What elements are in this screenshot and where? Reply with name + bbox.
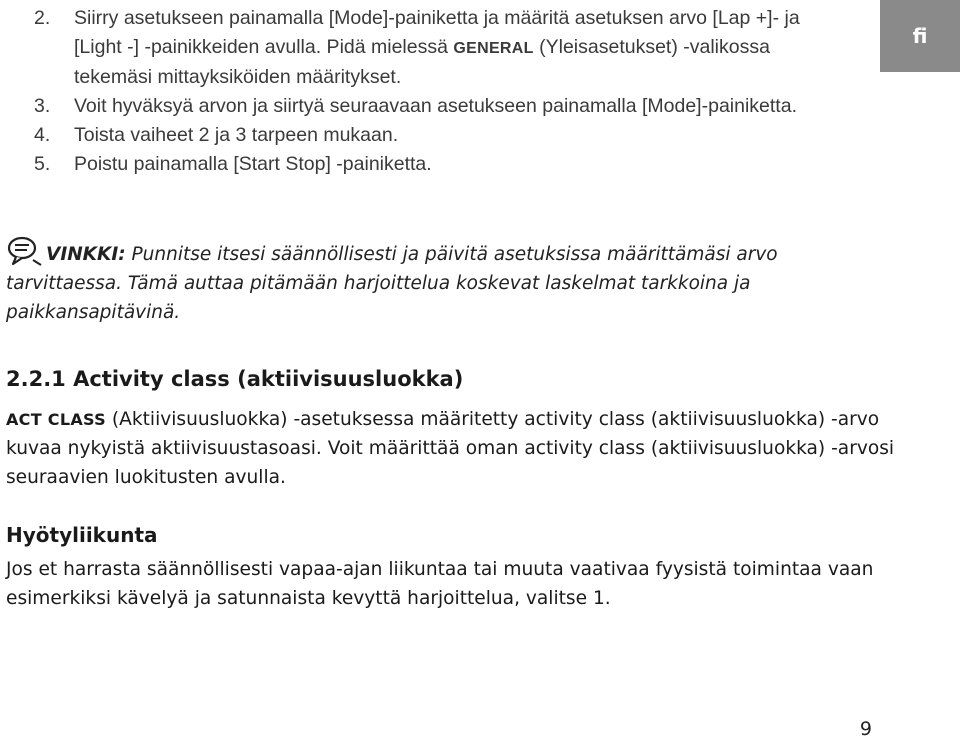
step-number: 3. <box>34 95 51 117</box>
list-item <box>34 92 834 121</box>
step-text: Toista vaiheet 2 ja 3 tarpeen mukaan. <box>74 124 399 146</box>
list-item <box>34 4 834 92</box>
step-number: 4. <box>34 124 51 146</box>
page-number: 9 <box>859 718 872 740</box>
step-text: Siirry asetukseen painamalla [Mode]-painiketta ja määritä asetuksen arvo [Lap +]- ja [Light -] -painikkeiden avulla. Pidä mielessä GENERAL (Yleisasetukset) -valikossa tekemäsi mittayksiköiden määritykset. <box>74 7 800 88</box>
list-item <box>34 121 834 150</box>
menu-name: GENERAL <box>453 40 534 57</box>
setting-name: ACT CLASS <box>6 410 106 429</box>
section-title: 2.2.1 Activity class (aktiivisuusluokka) <box>6 367 464 391</box>
tip-label: VINKKI: <box>46 244 126 265</box>
tip-note <box>6 236 836 327</box>
step-text: Poistu painamalla [Start Stop] -painiketta. <box>74 153 432 175</box>
step-number: 2. <box>34 7 51 29</box>
subsection-paragraph: Jos et harrasta säännöllisesti vapaa-ajan liikuntaa tai muuta vaativaa fyysistä toimintaa vaan esimerkiksi kävelyä ja satunnaista kevyttä harjoittelua, valitse 1. <box>6 559 874 609</box>
step-number: 5. <box>34 153 51 175</box>
section-paragraph: ACT CLASS (Aktiivisuusluokka) -asetuksessa määritetty activity class (aktiivisuusluokka) -arvo kuvaa nykyistä aktiivisuustasoasi. Voit määrittää oman activity class (aktiivisuusluokka) -arvosi seuraavien luokitusten avulla. <box>6 409 895 488</box>
tip-text: Punnitse itsesi säännöllisesti ja päivitä asetuksissa määrittämäsi arvo tarvittaessa. Tämä auttaa pitämään harjoittelua koskevat laskelmat tarkkoina ja paikkansapitävinä. <box>6 244 778 323</box>
language-tab: fi <box>880 0 960 72</box>
note-icon <box>6 236 44 266</box>
subsection-title: Hyötyliikunta <box>6 523 158 547</box>
step-list <box>34 4 834 179</box>
list-item <box>34 150 834 179</box>
step-text: Voit hyväksyä arvon ja siirtyä seuraavaan asetukseen painamalla [Mode]-painiketta. <box>74 95 797 117</box>
